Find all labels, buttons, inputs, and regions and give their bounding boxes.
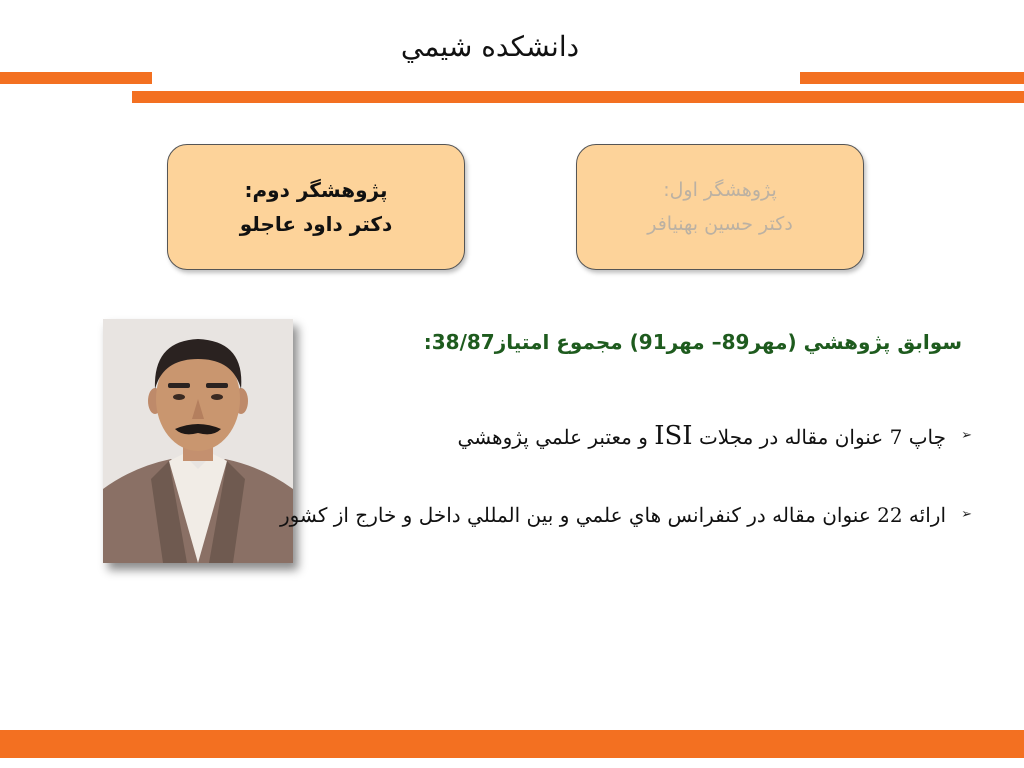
header-accent-bar-left (0, 72, 152, 84)
researcher-name: دكتر داود عاجلو (239, 212, 393, 236)
research-summary-heading: سوابق پژوهشي (مهر89– مهر91) مجموع امتياز38/87: (423, 330, 962, 354)
header-accent-bar-long (132, 91, 1024, 103)
slide-title: دانشكده شيمي (400, 30, 580, 63)
researcher-role: پژوهشگر دوم: (244, 178, 388, 202)
list-item (266, 415, 972, 458)
footer-accent-bar (0, 730, 1024, 758)
researcher-photo (103, 319, 293, 563)
researcher-name: دكتر حسين بهنيافر (647, 213, 793, 235)
researcher-card-first (576, 144, 864, 270)
arrowhead-bullet-icon: ➢ (961, 507, 972, 522)
list-item-text: چاپ 7 عنوان مقاله در مجلات (698, 425, 946, 449)
list-item (271, 494, 972, 536)
list-item-text: ارائه 22 عنوان مقاله در كنفرانس هاي علمي و بين المللي داخل و خارج از كشور (280, 503, 946, 527)
isi-label: ISI (654, 421, 693, 451)
header-accent-bar-right (800, 72, 1024, 84)
researcher-role: پژوهشگر اول: (663, 179, 777, 201)
researcher-card-second (167, 144, 465, 270)
list-item-text: و معتبر علمي پژوهشي (457, 425, 648, 449)
arrowhead-bullet-icon: ➢ (961, 428, 972, 443)
